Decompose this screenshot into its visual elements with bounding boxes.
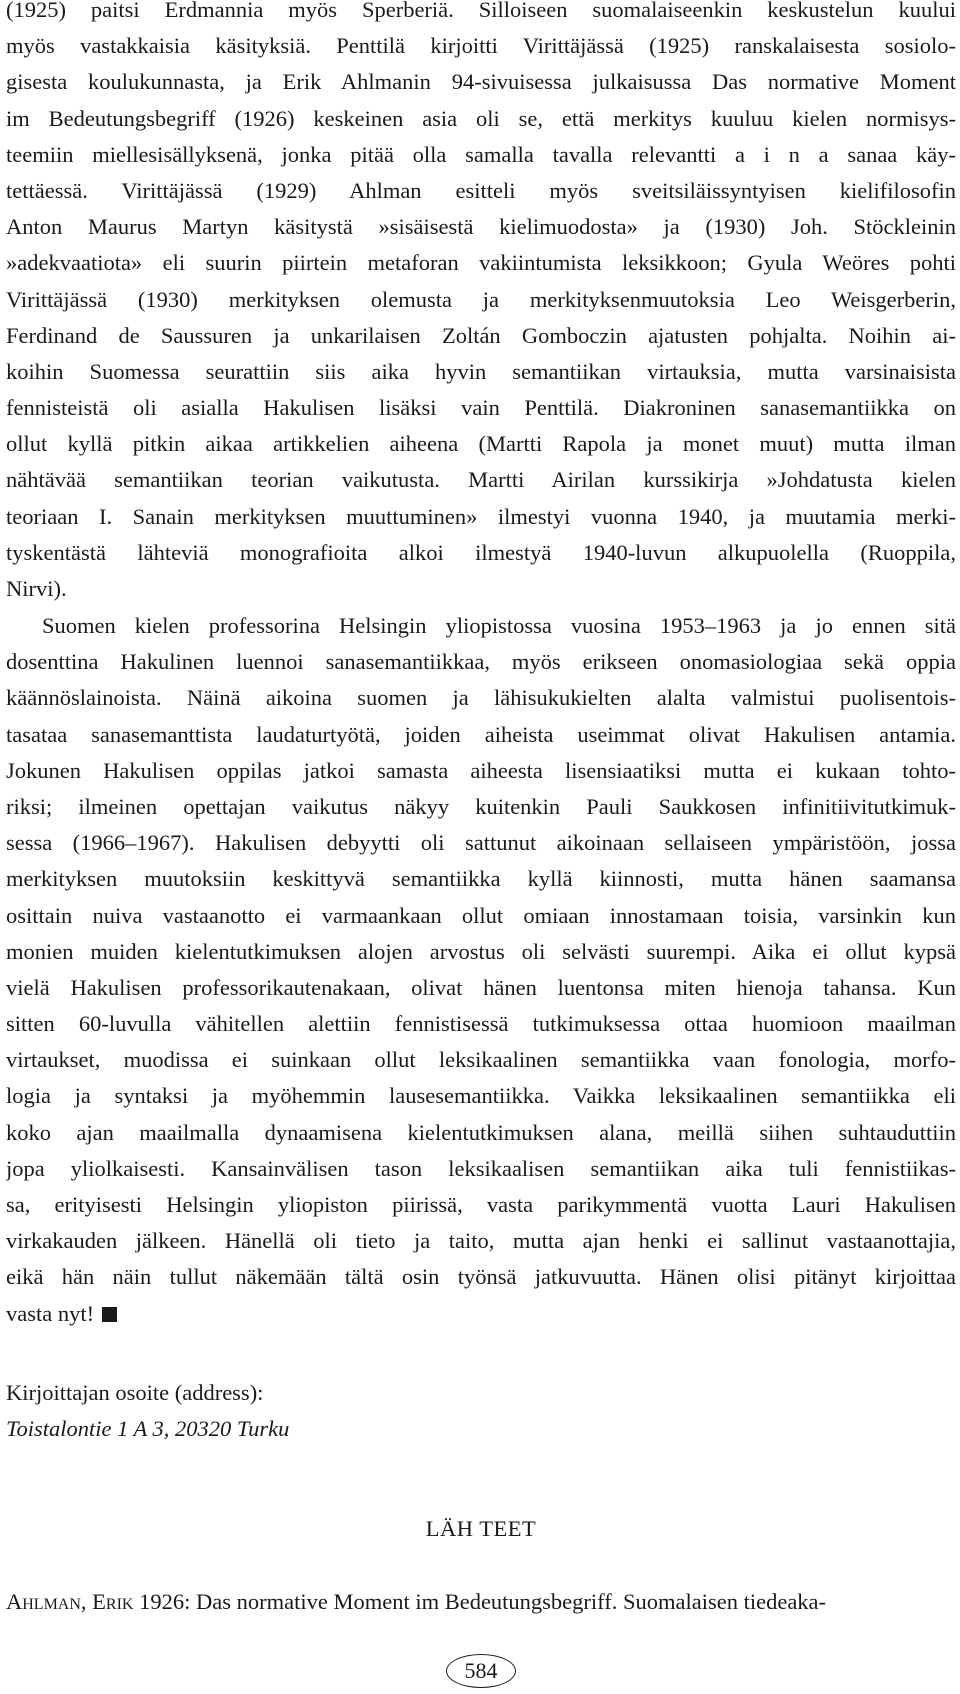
end-of-article-square-icon [102, 1307, 117, 1322]
text-line: teemiin miellesisällyksenä, jonka pitää olla samalla tavalla relevantti a i n a sanaa käy- [6, 141, 956, 167]
text-line: Virittäjässä (1930) merkityksen olemusta ja merkityksenmuutoksia Leo Weisgerberin, [6, 286, 956, 312]
paragraph-2 [6, 608, 956, 1332]
text-line: tyskentästä lähteviä monografioita alkoi ilmestyä 1940-luvun alkupuolella (Ruoppila, [6, 539, 956, 565]
text-line: dosenttina Hakulinen luennoi sanasemantiikkaa, myös erikseen onomasiologiaa sekä oppia [6, 649, 956, 675]
text-line: tettäessä. Virittäjässä (1929) Ahlman esitteli myös sveitsiläissyntyisen kielifilosofin [6, 177, 956, 203]
reference-details: 1926: Das normative Moment im Bedeutungsbegriff. Suomalaisen tiedeaka- [133, 1589, 827, 1614]
references-heading: LÄH TEET [425, 1516, 537, 1541]
text-line: logia ja syntaksi ja myöhemmin lausesemantiikka. Vaikka leksikaalinen semantiikka eli [6, 1083, 956, 1109]
text-line: koihin Suomessa seurattiin siis aika hyvin semantiikan virtauksia, mutta varsinaisista [6, 358, 956, 384]
final-sentence: vasta nyt! [6, 1300, 95, 1326]
text-line: Nirvi). [6, 576, 67, 601]
text-line: gisesta koulukunnasta, ja Erik Ahlmanin 94-sivuisessa julkaisussa Das normative Moment [6, 69, 956, 95]
text-line: virkakauden jälkeen. Hänellä oli tieto ja taito, mutta ajan henki ei sallinut vastaanottajia, [6, 1228, 956, 1254]
text-line: monien muiden kielentutkimuksen alojen arvostus oli selvästi suurempi. Aika ei ollut kypsä [6, 938, 956, 964]
text-line: tasataa sanasemanttista laudaturtyötä, joiden aiheista useimmat olivat Hakulisen antamia. [6, 721, 956, 747]
text-line: sessa (1966–1967). Hakulisen debyytti oli sattunut aikoinaan sellaiseen ympäristöön, jossa [6, 830, 956, 856]
text-line: Suomen kielen professorina Helsingin yliopistossa vuosina 1953–1963 ja jo ennen sitä [42, 613, 956, 638]
text-line: käännöslainoista. Näinä aikoina suomen ja lähisukukielten alalta valmistui puolisentois- [6, 685, 956, 711]
text-line: eikä hän näin tullut näkemään tältä osin työnsä jatkuvuutta. Hänen olisi pitänyt kirjoittaa [6, 1264, 956, 1290]
text-line-final [6, 1296, 956, 1332]
reference-author-surname: Ahlman [6, 1589, 81, 1614]
paragraph-1 [6, 0, 956, 607]
text-line: virtaukset, muodissa ei suinkaan ollut leksikaalinen semantiikka vaan fonologia, morfo- [6, 1047, 956, 1073]
author-address-label: Kirjoittajan osoite (address): [6, 1380, 264, 1405]
author-address: Toistalontie 1 A 3, 20320 Turku [6, 1416, 290, 1441]
text-line: riksi; ilmeinen opettajan vaikutus näkyy kuitenkin Pauli Saukkosen infinitiivitutkimuk- [6, 793, 956, 819]
text-line: osittain nuiva vastaanotto ei varmaankaan ollut omiaan innostamaan toisia, varsinkin kun [6, 902, 956, 928]
reference-entry [6, 1584, 956, 1620]
text-line: fennisteistä oli asialla Hakulisen lisäksi vain Penttilä. Diakroninen sanasemantiikka on [6, 395, 956, 421]
text-line: Jokunen Hakulisen oppilas jatkoi samasta aiheesta lisensiaatiksi mutta ei kukaan tohto- [6, 757, 956, 783]
reference-author-separator: , [80, 1589, 93, 1614]
page-number: 584 [446, 1654, 516, 1688]
text-line: nähtävää semantiikan teorian vaikutusta. Martti Airilan kurssikirja »Johdatusta kielen [6, 467, 956, 493]
text-line: koko ajan maailmalla dynaamisena kielentutkimuksen alana, meillä siihen suhtauduttiin [6, 1119, 956, 1145]
reference-author-firstname: Erik [92, 1589, 134, 1614]
text-line: »adekvaatiota» eli suurin piirtein metaforan vakiintumista leksikkoon; Gyula Weöres pohti [6, 250, 956, 276]
text-line: teoriaan I. Sanain merkityksen muuttuminen» ilmestyi vuonna 1940, ja muutamia merki- [6, 503, 956, 529]
text-line: im Bedeutungsbegriff (1926) keskeinen asia oli se, että merkitys kuuluu kielen normisys- [6, 105, 956, 131]
text-line: Anton Maurus Martyn käsitystä »sisäisestä kielimuodosta» ja (1930) Joh. Stöckleinin [6, 214, 956, 240]
text-line: vielä Hakulisen professorikautenakaan, olivat hänen luentonsa miten hienoja tahansa. Kun [6, 974, 956, 1000]
text-line: (1925) paitsi Erdmannia myös Sperberiä. Silloiseen suomalaiseenkin keskustelun kuului [6, 0, 956, 22]
text-line: ollut kyllä pitkin aikaa artikkelien aiheena (Martti Rapola ja monet muut) mutta ilman [6, 431, 956, 457]
text-line: myös vastakkaisia käsityksiä. Penttilä kirjoitti Virittäjässä (1925) ranskalaisesta sosiolo- [6, 33, 956, 59]
text-line: merkityksen muutoksiin keskittyvä semantiikka kyllä kiinnosti, mutta hänen saamansa [6, 866, 956, 892]
text-line: Ferdinand de Saussuren ja unkarilaisen Zoltán Gomboczin ajatusten pohjalta. Noihin ai- [6, 322, 956, 348]
text-line: sitten 60-luvulla vähitellen alettiin fennistisessä tutkimuksessa ottaa huomioon maailman [6, 1011, 956, 1037]
text-line: sa, erityisesti Helsingin yliopiston piirissä, vasta parikymmentä vuotta Lauri Hakulisen [6, 1192, 956, 1217]
text-line: jopa yliolkaisesti. Kansainvälisen tason leksikaalisen semantiikan aika tuli fennistiikas- [6, 1155, 956, 1181]
